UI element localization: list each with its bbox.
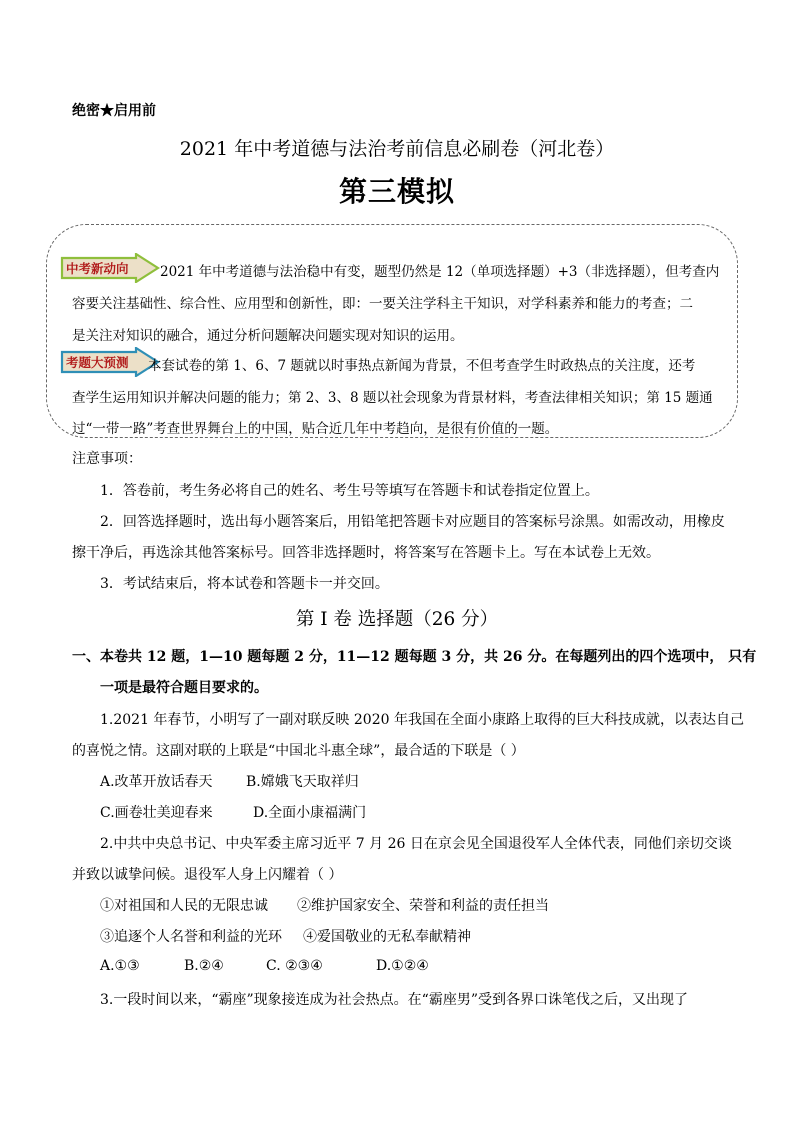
section-instruction-a: 一、本卷共 12 题，1—10 题每题 2 分，11—12 题每题 3 分，共 26 分。在每题列出的四个选项中， 只有 <box>72 649 757 665</box>
q2-option-d: D.①②④ <box>376 958 429 974</box>
q3-stem-a: 3.一段时间以来，“霸座”现象接连成为社会热点。在“霸座男”受到各界口诛笔伐之后，又出现了 <box>100 992 688 1008</box>
intro-p1-line2: 容要关注基础性、综合性、应用型和创新性，即：一要关注学科主干知识，对学科素养和能力的考查；二 <box>72 296 693 312</box>
q1-option-b: B.嫦娥飞天取祥归 <box>246 774 359 790</box>
q1-option-d: D.全面小康福满门 <box>253 805 367 821</box>
q1-stem-a: 1.2021 年春节，小明写了一副对联反映 2020 年我国在全面小康路上取得的巨大科技成就，以表达自己 <box>100 712 744 728</box>
notes-heading: 注意事项： <box>72 451 142 467</box>
q2-option-a: A.①③ <box>100 958 140 974</box>
q2-option-b: B.②④ <box>184 958 224 974</box>
q2-statement-1: ①对祖国和人民的无限忠诚 <box>100 898 268 914</box>
note-2a: 2．回答选择题时，选出每小题答案后，用铅笔把答题卡对应题目的答案标号涂黑。如需改动，用橡皮 <box>100 514 725 530</box>
tag-zhongkao-arrow <box>60 253 160 283</box>
q2-statement-4: ④爱国敬业的无私奉献精神 <box>303 929 471 945</box>
q1-option-a: A.改革开放话春天 <box>100 774 213 790</box>
exam-subtitle: 第三模拟 <box>338 175 455 208</box>
exam-title: 2021 年中考道德与法治考前信息必刷卷（河北卷） <box>179 138 615 160</box>
q1-option-c: C.画卷壮美迎春来 <box>100 805 213 821</box>
confidential-label: 绝密★启用前 <box>72 103 156 119</box>
note-3: 3．考试结束后，将本试卷和答题卡一并交回。 <box>100 576 389 592</box>
intro-p1-line1: 2021 年中考道德与法治稳中有变，题型仍然是 12（单项选择题）+3（非选择题），但考查内 <box>160 264 720 280</box>
q2-stem-a: 2.中共中央总书记、中央军委主席习近平 7 月 26 日在京会见全国退役军人全体代表，同他们亲切交谈 <box>100 836 732 852</box>
q2-option-c: C. ②③④ <box>266 958 323 974</box>
tag-yuce-label: 考题大预测 <box>66 355 129 370</box>
q2-statement-3: ③追逐个人名誉和利益的光环 <box>100 929 282 945</box>
tag-yuce-arrow <box>60 347 160 377</box>
note-2b: 擦干净后，再选涂其他答案标号。回答非选择题时，将答案写在答题卡上。写在本试卷上无效。 <box>72 545 660 561</box>
tag-zhongkao-label: 中考新动向 <box>66 261 129 276</box>
section-title: 第 I 卷 选择题（26 分） <box>295 609 499 630</box>
section-instruction-b: 一项是最符合题目要求的。 <box>100 680 268 696</box>
q2-statement-2: ②维护国家安全、荣誉和利益的责任担当 <box>297 898 549 914</box>
intro-p2-line2: 查学生运用知识并解决问题的能力；第 2、3、8 题以社会现象为背景材料，考查法律相关知识；第 15 题通 <box>72 390 713 406</box>
q2-stem-b: 并致以诚挚问候。退役军人身上闪耀着（ ） <box>72 867 343 883</box>
note-1: 1．答卷前，考生务必将自己的姓名、考生号等填写在答题卡和试卷指定位置上。 <box>100 483 599 499</box>
q1-stem-b: 的喜悦之情。这副对联的上联是“中国北斗惠全球”，最合适的下联是（ ） <box>72 743 525 759</box>
intro-p2-line3: 过“一带一路”考查世界舞台上的中国，贴合近几年中考趋向，是很有价值的一题。 <box>72 421 559 437</box>
intro-p1-line3: 是关注对知识的融合，通过分析问题解决问题实现对知识的运用。 <box>72 328 464 344</box>
intro-p2-line1: 本套试卷的第 1、6、7 题就以时事热点新闻为背景，不但考查学生时政热点的关注度，还考 <box>148 358 696 374</box>
